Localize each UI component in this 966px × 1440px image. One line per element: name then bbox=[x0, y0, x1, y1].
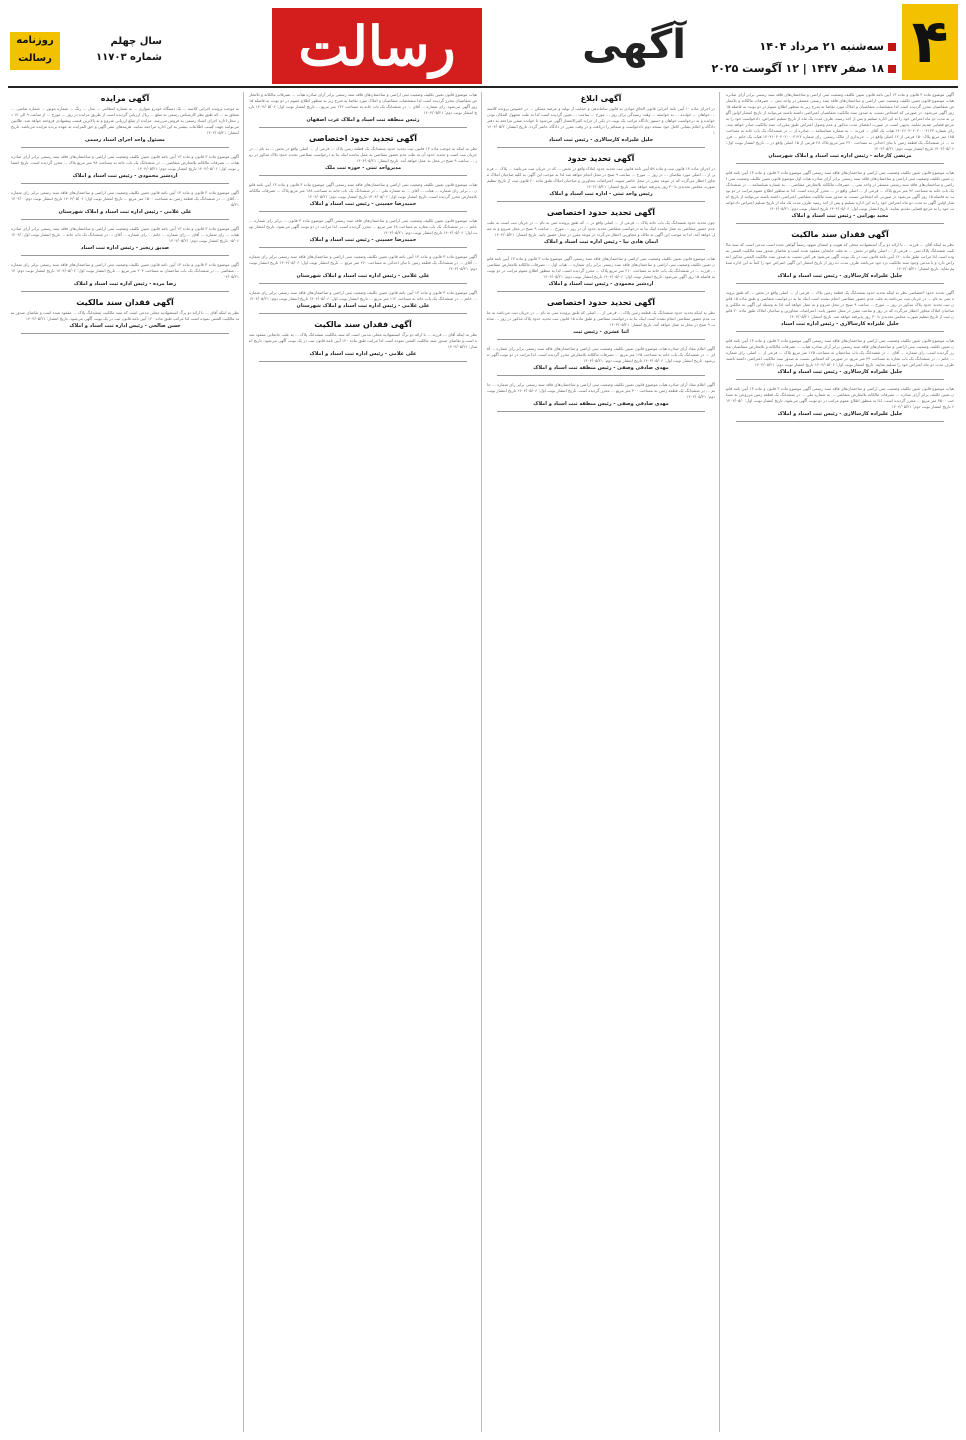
issue-info bbox=[10, 30, 260, 74]
ad-title: آگهی تحدید حدود اختصاصی bbox=[546, 298, 656, 307]
page-number: ۴ bbox=[902, 4, 958, 80]
ad-block bbox=[487, 298, 715, 340]
ad-body: هیات موضوع قانون تعیین تکلیف وضعیت ثبتی اراضی و ساختمان‌های فاقد سند رسمی آگهی موضوع ماده ۳ قانون ... برابر رای شماره ... خانم ... در ششدانگ یک باب مغازه به مساحت ۴۸ متر مربع ... محرز گردیده است. لذا مراتب در دو نوبت آگهی می‌شود. تاریخ انتشار نوبت اول: ۱۴۰۴/۰۵/۰۶ تاریخ انتشار نوبت دوم: ۱۴۰۴/۰۵/۲۱ bbox=[249, 218, 477, 235]
ad-block bbox=[487, 382, 715, 412]
ad-signature: مجید بهرامی - رئیس ثبت اسناد و املاک bbox=[791, 213, 889, 219]
ad-body: به موجب پرونده اجرایی کلاسه ... یک دستگاه خودرو سواری ... به شماره انتظامی ... مدل ... رنگ ... شماره موتور ... شماره شاسی ... متعلق به ... که طبق نظر کارشناس رسمی به مبلغ ... ریال ارزیابی گردیده است از طریق مزایده در روز ... مورخ ... از ساعت ۹ الی ۱۲ در محل اداره اجرای اسناد رسمی به فروش می‌رسد. مزایده از مبلغ ارزیابی شروع و به بالاترین قیمت پیشنهادی فروخته خواهد شد. طالبین می‌توانند جهت کسب اطلاعات بیشتر به این اداره مراجعه نمایند. هزینه‌های نشر آگهی و حق المزایده به عهده برنده مزایده می‌باشد. تاریخ انتشار: ۱۴۰۴/۰۵/۲۱ bbox=[11, 106, 239, 135]
ads-column-2 bbox=[483, 92, 720, 1432]
header-divider bbox=[8, 86, 958, 88]
ad-signature: حسن صالحی - رئیس اداره ثبت اسناد و املاک bbox=[69, 323, 181, 329]
ad-divider bbox=[21, 183, 229, 184]
ad-body: نظر به اینکه آقای ... فرزند ... با ارائه دو برگ استشهادیه محلی مدعی است که سند مالکیت ششدانگ پلاک ... به علت جابجایی مفقود شده است و تقاضای صدور سند مالکیت المثنی نموده است لذا مراتب طبق ماده ۱۲۰ آیین نامه قانون ثبت در یک نوبت آگهی می‌شود. تاریخ انتشار: ۱۴۰۴/۰۵/۲۱ bbox=[249, 332, 477, 349]
ad-signature: جلیل علیزاده کارسالاری - رئیس ثبت اسناد و املاک bbox=[777, 369, 903, 375]
ad-signature: مرتضی کارخانه - رئیس اداره ثبت اسناد و املاک شهرستان bbox=[768, 153, 912, 159]
ad-title: آگهی فقدان سند مالکیت bbox=[76, 298, 174, 307]
ad-block bbox=[249, 182, 477, 212]
ad-body: هیات موضوع قانون تعیین تکلیف وضعیت ثبتی اراضی و ساختمان‌های فاقد سند رسمی برابر آرای صادره هیات ... تصرفات مالکانه و بلامعارض متقاضیان محرز گردیده است لذا مشخصات متقاضیان و املاک مورد تقاضا به شرح زیر به منظور اطلاع عموم در دو نوبت به فاصله ۱۵ روز آگهی می‌شود. رای شماره ... آقای ... در ششدانگ یک باب خانه به مساحت ۱۴۲ متر مربع ... تاریخ انتشار نوبت اول: ۱۴۰۴/۰۵/۰۶ تاریخ انتشار نوبت دوم: ۱۴۰۴/۰۵/۲۱ bbox=[249, 92, 477, 115]
ad-title: آگهی تحدید حدود bbox=[567, 154, 635, 163]
bullet-square-icon bbox=[888, 43, 896, 51]
ad-divider bbox=[736, 223, 944, 224]
ads-column-4 bbox=[7, 92, 244, 1432]
ad-signature: صدیق زنجیر - رئیس اداره ثبت اسناد bbox=[80, 245, 170, 251]
ad-block bbox=[726, 170, 954, 224]
date-lunar-gregorian: ۱۸ صفر ۱۴۴۷ | ۱۲ آگوست ۲۰۲۵ bbox=[711, 62, 896, 76]
ad-divider bbox=[497, 291, 705, 292]
ad-body: آگهی موضوع ماده ۳ قانون و ماده ۱۳ آیین نامه قانون تعیین تکلیف وضعیت ثبتی اراضی و ساختمان‌های فاقد سند رسمی برابر رای شماره ... متقاضی ... در ششدانگ یک باب ساختمان به مساحت ۲۰۴ متر مربع ... تاریخ انتشار نوبت اول: ۱۴۰۴/۰۵/۰۶ تاریخ انتشار نوبت دوم: ۱۴۰۴/۰۵/۲۱ bbox=[11, 262, 239, 279]
ad-divider bbox=[259, 175, 467, 176]
ad-signature: ایمان هادی نیا - رئیس اداره ثبت اسناد و املاک bbox=[544, 239, 658, 245]
ad-block bbox=[11, 226, 239, 256]
ad-body: نظر به اینکه آقای ... با ارائه دو برگ استشهادیه محلی مدعی است که سند مالکیت ششدانگ پلاک ... مفقود شده است و تقاضای صدور سند مالکیت المثنی نموده است لذا مراتب طبق ماده ۱۲۰ آیین نامه قانون ثبت در یک نوبت آگهی می‌شود. تاریخ انتشار: ۱۴۰۴/۰۵/۲۱ bbox=[11, 310, 239, 321]
ad-divider bbox=[21, 147, 229, 148]
newspaper-logo: رسالت bbox=[272, 8, 482, 84]
ad-divider bbox=[497, 375, 705, 376]
ad-block bbox=[249, 290, 477, 314]
ad-body: هیات موضوع قانون تعیین تکلیف وضعیت ثبتی اراضی و ساختمان‌های فاقد سند رسمی آگهی موضوع ماده ۳ قانون و ماده ۱۳ آیین نامه قانون تعیین تکلیف وضعیت ثبتی اراضی و ساختمان‌های فاقد سند رسمی برابر رای شماره ... هیات اول ... تصرفات مالکانه بلامعارض متقاضی ... فرزند ... در ششدانگ یک باب خانه به مساحت ۲۱۰ متر مربع پلاک ... محرز گردیده است. لذا به منظور اطلاع عموم مراتب در دو نوبت به فاصله ۱۵ روز آگهی می‌شود. تاریخ انتشار نوبت اول: ۱۴۰۴/۰۵/۰۶ تاریخ انتشار نوبت دوم: ۱۴۰۴/۰۵/۲۱ bbox=[487, 256, 715, 279]
ad-signature: مهدی صادقی وصفی - رئیس منطقه ثبت اسناد و املاک bbox=[533, 401, 669, 407]
ad-title: آگهی فقدان سند مالکیت bbox=[314, 320, 412, 329]
newspaper-badge: روزنامه رسالت bbox=[10, 32, 60, 70]
ad-body: آگهی موضوع ماده ۳ قانون و ماده ۱۳ آیین نامه قانون تعیین تکلیف وضعیت ثبتی اراضی و ساختمان‌های فاقد سند رسمی برابر آرای صادره هیات موضوع قانون تعیین تکلیف وضعیت ثبتی اراضی و ساختمان‌های فاقد سند رسمی مستقر در واحد ثبتی ... تصرفات مالکانه و بلامعارض متقاضیان محرز گردیده است لذا مشخصات متقاضیان و املاک مورد تقاضا به شرح زیر به منظور اطلاع عموم در دو نوبت به فاصله ۱۵ روز آگهی می‌شود. در صورتی که اشخاص نسبت به صدور سند مالکیت متقاضیان اعتراضی داشته باشند می‌توانند از تاریخ انتشار اولین آگهی به مدت دو ماه اعتراض خود را به این اداره تسلیم و پس از اخذ رسید، ظرف مدت یک ماه از تاریخ تسلیم اعتراض، دادخواست خود را به مرجع قضایی تقدیم نمایند. بدیهی است در صورت انقضای مدت مذکور و عدم وصول اعتراض طبق مقررات سند مالکیت صادر خواهد شد. رای شماره ۱۴۰۴۶۰۳۰۲۰۲۰۰۰۴۱۲۳ هیات یک آقای ... فرزند ... به شماره شناسنامه ... صادره از ... در ششدانگ یک باب خانه به مساحت ۱۸۵ متر مربع پلاک ۱۵۰ فرعی از ۱۲ اصلی واقع در ... خریداری از مالک رسمی. رای شماره ۱۴۰۴۶۰۳۰۲۰۲۰۰۰۴۱۲۴ هیات یک خانم ... فرزند ... در ششدانگ یک قطعه زمین با بنای احداثی به مساحت ۲۲۰ متر مربع پلاک ۲۸ فرعی از ۱۵ اصلی واقع در ... تاریخ انتشار نوبت اول: ۱۴۰۴/۰۵/۰۶ تاریخ انتشار نوبت دوم: ۱۴۰۴/۰۵/۲۱ bbox=[726, 92, 954, 151]
ad-title: آگهی ابلاغ bbox=[580, 94, 622, 103]
ad-title: آگهی مزایده bbox=[100, 94, 150, 103]
ads-column-3 bbox=[245, 92, 482, 1432]
ad-signature: علی غلامی - رئیس اداره ثبت اسناد و املاک bbox=[309, 351, 417, 357]
ad-body: آگهی موضوع ماده ۳ قانون و ماده ۱۳ آیین نامه قانون تعیین تکلیف وضعیت ثبتی اراضی و ساختمان‌های فاقد سند رسمی برابر آرای صادره هیات ... تصرفات مالکانه بلامعارض متقاضی ... در ششدانگ یک باب خانه به مساحت ۹۸ متر مربع پلاک ... محرز گردیده است. تاریخ انتشار نوبت اول: ۱۴۰۴/۰۵/۰۶ تاریخ انتشار نوبت دوم: ۱۴۰۴/۰۵/۲۱ bbox=[11, 154, 239, 171]
ad-signature: رئیس واحد ثبتی - اداره ثبت اسناد و املاک bbox=[549, 191, 653, 197]
bullet-square-icon bbox=[888, 65, 896, 73]
ad-signature: حمیدرضا حسینی - رئیس ثبت اسناد و املاک bbox=[309, 237, 417, 243]
ad-signature: جلیل علیزاده کارسالاری - رئیس اداره ثبت اسناد bbox=[781, 321, 899, 327]
ad-divider bbox=[736, 331, 944, 332]
ad-signature: علی غلامی - رئیس اداره ثبت اسناد و املاک شهرستان bbox=[296, 273, 430, 279]
ad-body: نظر به اینکه تحدید حدود ششدانگ یک قطعه زمین پلاک ... فرعی از ... اصلی که طبق پرونده ثبتی به نام ... در جریان ثبت می‌باشد به علت عدم حضور متقاضی انجام نشده است اینک بنا به درخواست متقاضی و طبق ماده ۱۵ قانون ثبت تحدید حدود پلاک مذکور در روز ... ساعت ۹ صبح در محل به عمل خواهد آمد. تاریخ انتشار: ۱۴۰۴/۰۵/۲۱ bbox=[487, 310, 715, 327]
ad-divider bbox=[21, 333, 229, 334]
ad-divider bbox=[497, 411, 705, 412]
ad-divider bbox=[736, 163, 944, 164]
ad-block bbox=[249, 218, 477, 248]
ad-block bbox=[487, 256, 715, 292]
ad-block bbox=[11, 298, 239, 334]
ad-body: آگهی موضوع ماده ۳ قانون و ماده ۱۳ آیین نامه قانون تعیین تکلیف وضعیت ثبتی اراضی و ساختمان‌های فاقد سند رسمی برابر رای شماره ... آقای ... در ششدانگ یک قطعه زمین به مساحت ۱۵۰۰ متر مربع ... تاریخ انتشار نوبت اول: ۱۴۰۴/۰۵/۰۶ تاریخ انتشار نوبت دوم: ۱۴۰۴/۰۵/۲۱ bbox=[11, 190, 239, 207]
ad-body: آگهی موضوع ماده ۳ قانون و ماده ۱۳ آیین نامه قانون تعیین تکلیف وضعیت ثبتی اراضی و ساختمان‌های فاقد سند رسمی برابر رای شماره ... آقای ... در ششدانگ یک قطعه زمین با بنای احداثی به مساحت ۲۶۰ متر مربع ... تاریخ انتشار نوبت اول: ۱۴۰۴/۰۵/۰۶ تاریخ انتشار نوبت دوم: ۱۴۰۴/۰۵/۲۱ bbox=[249, 254, 477, 271]
ad-divider bbox=[497, 339, 705, 340]
ad-body: هیات موضوع قانون تعیین تکلیف وضعیت ثبتی اراضی و ساختمان‌های فاقد سند رسمی آگهی موضوع ماده ۳ قانون و ماده ۱۳ آیین نامه قانون تعیین تکلیف برابر آرای صادره ... تصرفات مالکانه بلامعارض متقاضی ... به شماره ملی ... در ششدانگ یک قطعه زمین مزروعی به مساحت ۴۵۰۰ متر مربع ... محرز گردیده است. لذا به منظور اطلاع عموم مراتب در دو نوبت آگهی می‌شود. تاریخ انتشار نوبت اول: ۱۴۰۴/۰۵/۰۶ تاریخ انتشار نوبت دوم: ۱۴۰۴/۰۵/۲۱ bbox=[726, 386, 954, 409]
ad-signature: جلیل علیزاده کارسالاری - رئیس ثبت اسناد و املاک bbox=[777, 273, 903, 279]
ad-signature: علی غلامی - رئیس اداره ثبت اسناد و املاک شهرستان bbox=[296, 303, 430, 309]
ad-body: نظر به اینکه به موجب ماده ۱۳ قانون ثبت تحدید حدود ششدانگ یک قطعه زمین پلاک ... فرعی از ... اصلی واقع در بخش ... به نام ... در جریان ثبت است و تحدید حدود آن به علت عدم حضور متقاضی به عمل نیامده اینک بنا به درخواست متقاضی تحدید حدود پلاک مذکور در روز ... ساعت ۹ صبح در محل به عمل خواهد آمد. تاریخ انتشار: ۱۴۰۴/۰۵/۲۱ bbox=[249, 146, 477, 163]
ad-divider bbox=[736, 421, 944, 422]
ad-signature: جلیل علیزاده کارسالاری - رئیس ثبت اسناد bbox=[548, 137, 654, 143]
ad-signature: مهدی صادقی وصفی - رئیس منطقه ثبت اسناد و املاک bbox=[533, 365, 669, 371]
section-title: آگهی bbox=[582, 22, 686, 68]
ad-block bbox=[11, 262, 239, 292]
ad-block bbox=[726, 386, 954, 422]
ad-block bbox=[726, 92, 954, 164]
ad-divider bbox=[497, 249, 705, 250]
masthead bbox=[0, 0, 966, 86]
ad-body: در اجرای ماده ۱۴ قانون ثبت و ماده ۵۹ آیین نامه قانون ثبت تحدید حدود املاک واقع در بخش ... که در جریان ثبت می‌باشد ... پلاک ... فرعی از ... اصلی مورد تقاضای ... در روز ... مورخ ... ساعت ۹ صبح در محل انجام خواهد شد لذا به موجب این آگهی به کلیه صاحبان املاک مجاور اخطار می‌گردد که در موعد مقرر در محل حاضر شوند. اعتراضات مجاورین و صاحبان املاک طبق ماده ۲۰ قانون ثبت از تاریخ تنظیم صورت مجلس تحدیدی تا ۳۰ روز پذیرفته خواهد شد. تاریخ انتشار: ۱۴۰۴/۰۵/۲۱ bbox=[487, 166, 716, 189]
ad-block bbox=[249, 134, 477, 176]
ad-body: در اجرای ماده ۱۰ آیین نامه اجرایی قانون الحاق موادی به قانون ساماندهی و حمایت از تولید و عرضه مسکن ... در خصوص پرونده کلاسه ... خواهان ... خوانده ... به خواسته ... وقت رسیدگی برای روز ... مورخ ... ساعت ... تعیین گردیده است لذا به علت مجهول المکان بودن خوانده و به درخواست خواهان و دستور دادگاه مراتب یک نوبت در یکی از جراید کثیرالانتشار آگهی می‌شود تا خوانده ضمن مراجعه به دفتر دادگاه و اعلام نشانی کامل خود نسخه دوم دادخواست و ضمائم را دریافت و در وقت مقرر در دادگاه حاضر گردد. تاریخ انتشار: ۱۴۰۴/۰۵/۲۱ bbox=[487, 106, 715, 135]
ad-divider bbox=[21, 291, 229, 292]
ad-block bbox=[11, 190, 239, 220]
ad-block bbox=[726, 290, 954, 332]
ads-columns bbox=[8, 92, 958, 1432]
ad-block bbox=[249, 92, 477, 128]
ad-signature: مدیرواحد ثبتی - حوزه ثبت ملک bbox=[324, 165, 402, 171]
ad-block bbox=[11, 154, 239, 184]
ad-block bbox=[726, 338, 954, 380]
ads-column-1 bbox=[722, 92, 958, 1432]
ad-body: چون تحدید حدود ششدانگ یک باب خانه پلاک ... فرعی از ... اصلی واقع در ... که طبق پرونده ثبتی به نام ... در جریان ثبت است به علت عدم حضور متقاضی به عمل نیامده اینک بنا به درخواست متقاضی تحدید حدود آن در روز ... مورخ ... ساعت ۹ صبح در محل شروع و به عمل خواهد آمد. لذا به موجب این آگهی به مالک و مجاورین اخطار می‌گردد در موعد مقرر در محل حضور یابند. تاریخ انتشار: ۱۴۰۴/۰۵/۲۱ bbox=[487, 220, 715, 237]
ad-divider bbox=[736, 379, 944, 380]
ad-title: آگهی فقدان سند مالکیت bbox=[791, 230, 889, 239]
ad-divider bbox=[736, 283, 944, 284]
ad-body: آگهی موضوع ماده ۳ قانون و ماده ۱۳ آیین نامه قانون تعیین تکلیف وضعیت ثبتی اراضی و ساختمان‌های فاقد سند رسمی برابر آرای صادره هیات ... رای شماره ... آقای ... رای شماره ... خانم ... رای شماره ... آقای ... در ششدانگ یک باب خانه ... تاریخ انتشار نوبت اول: ۱۴۰۴/۰۵/۰۶ تاریخ انتشار نوبت دوم: ۱۴۰۴/۰۵/۲۱ bbox=[11, 226, 239, 243]
ad-title: آگهی تحدید حدود اختصاصی bbox=[546, 208, 656, 217]
ad-block bbox=[487, 94, 715, 148]
ad-divider bbox=[21, 255, 229, 256]
ad-signature: رضا مرده - رئیس اداره ثبت اسناد و املاک bbox=[73, 281, 177, 287]
ad-signature: جلیل علیزاده کارسالاری - رئیس ثبت اسناد و املاک bbox=[777, 411, 903, 417]
ad-block bbox=[11, 94, 239, 148]
ad-body: آگهی اعلام مفاد آرای صادره هیات موضوع قانون تعیین تکلیف وضعیت ثبتی اراضی و ساختمان‌های فاقد سند رسمی برابر رای شماره ... آقای ... در ششدانگ یک باب خانه به مساحت ۱۶۵ متر مربع ... تصرفات مالکانه بلامعارض محرز گردیده است. لذا مراتب در دو نوبت آگهی می‌شود. تاریخ انتشار نوبت اول: ۱۴۰۴/۰۵/۰۶ تاریخ انتشار نوبت دوم: ۱۴۰۴/۰۵/۲۱ bbox=[487, 346, 715, 363]
ad-signature: مسئول واحد اجرای اسناد رسمی bbox=[84, 137, 166, 143]
ad-body: هیات موضوع قانون تعیین تکلیف وضعیت ثبتی اراضی و ساختمان‌های فاقد سند رسمی آگهی موضوع ماده ۳ قانون و ماده ۱۳ آیین نامه قانون ... برابر رای شماره ... هیات ... آقای ... به شماره ملی ... در ششدانگ یک باب خانه به مساحت ۱۸۸ متر مربع پلاک ... تصرفات مالکانه بلامعارض محرز گردیده است. تاریخ انتشار نوبت اول: ۱۴۰۴/۰۵/۰۶ تاریخ انتشار نوبت دوم: ۱۴۰۴/۰۵/۲۱ bbox=[249, 182, 478, 199]
ad-signature: اردشیر محمودی - رئیس ثبت اسناد و املاک bbox=[72, 173, 178, 179]
ad-title: آگهی تجدید حدود اختصاصی bbox=[308, 134, 418, 143]
ad-body: نظر به اینکه آقای ... فرزند ... با ارائه دو برگ استشهادیه محلی که هویت و امضای شهود رسماً گواهی شده است مدعی است که سند مالکیت ششدانگ پلاک ثبتی ... فرعی از ... اصلی واقع در بخش ... به علت جابجایی مفقود شده است و تقاضای صدور سند مالکیت المثنی نموده است لذا مراتب طبق ماده ۱۲۰ آیین نامه قانون ثبت در یک نوبت آگهی می‌شود هر کس نسبت به صدور سند مالکیت المثنی مذکور اعتراض دارد و یا مدعی وجود سند مالکیت نزد خود می‌باشد ظرف مدت ده روز از تاریخ انتشار این آگهی اعتراض خود را کتباً به این اداره تسلیم نماید. تاریخ انتشار: ۱۴۰۴/۰۵/۲۱ bbox=[726, 242, 955, 271]
ad-block bbox=[249, 320, 477, 362]
ad-signature: اثنا عشری - رئیس ثبت bbox=[573, 329, 629, 335]
ad-divider bbox=[259, 127, 467, 128]
ad-block bbox=[487, 346, 715, 376]
ad-block bbox=[726, 230, 954, 284]
ad-body: آگهی تحدید حدود اختصاصی نظر به اینکه تحدید حدود ششدانگ یک قطعه زمین پلاک ... فرعی از ... اصلی واقع در بخش ... که طبق پرونده ثبتی به نام ... در جریان ثبت می‌باشد به علت عدم حضور متقاضی انجام نشده است اینک بنا به درخواست متقاضی و طبق ماده ۱۵ قانون ثبت تحدید حدود پلاک مذکور در روز ... مورخ ... ساعت ۹ صبح در محل شروع و به عمل خواهد آمد لذا به وسیله این آگهی به مالکین و صاحبان املاک مجاور اخطار می‌گردد که در روز و ساعت مقرر در محل حضور یابند. اعتراضات مجاورین و صاحبان املاک طبق ماده ۲۰ قانون ثبت از تاریخ تنظیم صورت مجلس تحدیدی تا ۳۰ روز پذیرفته خواهد شد. تاریخ انتشار: ۱۴۰۴/۰۵/۲۱ bbox=[726, 290, 954, 319]
ad-signature: اردشیر محمودی - رئیس ثبت اسناد و املاک bbox=[548, 281, 654, 287]
issue-label: سال چهلم شماره ۱۱۷۰۳ bbox=[96, 36, 162, 63]
ad-divider bbox=[259, 283, 467, 284]
ad-body: هیات موضوع قانون تعیین تکلیف وضعیت ثبتی اراضی و ساختمان‌های فاقد سند رسمی آگهی موضوع ماده ۳ قانون و ماده ۱۳ آیین نامه قانون تعیین تکلیف وضعیت ثبتی اراضی و ساختمان‌های فاقد سند رسمی برابر آرای صادره هیات اول موضوع قانون تعیین تکلیف وضعیت ثبتی اراضی و ساختمان‌های فاقد سند رسمی مستقر در واحد ثبتی ... تصرفات مالکانه بلامعارض متقاضی ... به شماره شناسنامه ... در ششدانگ یک باب خانه به مساحت ۹۶ متر مربع پلاک ... فرعی از ... اصلی واقع در ... محرز گردیده است. لذا به منظور اطلاع عموم مراتب در دو نوبت به فاصله ۱۵ روز آگهی می‌شود در صورتی که اشخاص نسبت به صدور سند مالکیت متقاضی اعتراضی داشته باشند می‌توانند از تاریخ انتشار اولین آگهی به مدت دو ماه اعتراض خود را به این اداره تسلیم و پس از اخذ رسید ظرف مدت یک ماه از تاریخ تسلیم اعتراض دادخواست خود را به مرجع قضایی تقدیم نمایند. تاریخ انتشار نوبت اول: ۱۴۰۴/۰۵/۰۶ تاریخ انتشار نوبت دوم: ۱۴۰۴/۰۵/۲۱ bbox=[726, 170, 954, 211]
ad-divider bbox=[497, 201, 705, 202]
ad-divider bbox=[259, 211, 467, 212]
ad-signature: رئیس منطقه ثبت اسناد و املاک غرب اصفهان bbox=[306, 117, 420, 123]
ad-block bbox=[249, 254, 477, 284]
ad-divider bbox=[497, 147, 705, 148]
ad-signature: علی غلامی - رئیس اداره ثبت اسناد و املاک شهرستان bbox=[58, 209, 192, 215]
ad-divider bbox=[259, 313, 467, 314]
ad-divider bbox=[259, 361, 467, 362]
ad-body: هیات موضوع قانون تعیین تکلیف وضعیت ثبتی اراضی و ساختمان‌های فاقد سند رسمی آگهی موضوع ماده ۳ قانون و ماده ۱۳ آیین نامه قانون تعیین تکلیف وضعیت ثبتی اراضی و ساختمان‌های فاقد سند رسمی برابر آرای صادره هیات ... تصرفات مالکانه و بلامعارض متقاضیان محرز گردیده است. رای شماره ... آقای ... در ششدانگ یک باب ساختمان به مساحت ۱۲۵ متر مربع پلاک ... فرعی از ... اصلی. رای شماره ... خانم ... در ششدانگ یک باب مغازه به مساحت ۳۴ متر مربع. در صورتی که اشخاص نسبت به صدور سند مالکیت اعتراضی داشته باشند ظرف مدت دو ماه اعتراض خود را تسلیم نمایند. تاریخ انتشار نوبت اول: ۱۴۰۴/۰۵/۰۶ تاریخ انتشار نوبت دوم: ۱۴۰۴/۰۵/۲۱ bbox=[726, 338, 955, 367]
ad-signature: حمیدرضا حسینی - رئیس ثبت اسناد و املاک bbox=[309, 201, 417, 207]
ad-body: آگهی موضوع ماده ۳ قانون و ماده ۱۳ آیین نامه قانون تعیین تکلیف وضعیت ثبتی اراضی و ساختمان‌های فاقد سند رسمی برابر رای شماره ... خانم ... در ششدانگ یک باب خانه به مساحت ۱۱۲ متر مربع ... تاریخ انتشار نوبت اول: ۱۴۰۴/۰۵/۰۶ تاریخ انتشار نوبت دوم: ۱۴۰۴/۰۵/۲۱ bbox=[249, 290, 477, 301]
ad-block bbox=[487, 208, 715, 250]
ad-block bbox=[487, 154, 715, 202]
ad-divider bbox=[21, 219, 229, 220]
date-solar: سه‌شنبه ۲۱ مرداد ۱۴۰۴ bbox=[760, 40, 896, 54]
ad-body: آگهی اعلام مفاد آرای صادره هیات موضوع قانون تعیین تکلیف وضعیت ثبتی اراضی و ساختمان‌های فاقد سند رسمی برابر رای شماره ... خانم ... در ششدانگ یک قطعه زمین به مساحت ۳۰۰ متر مربع ... محرز گردیده است. تاریخ انتشار نوبت اول: ۱۴۰۴/۰۵/۰۶ تاریخ انتشار نوبت دوم: ۱۴۰۴/۰۵/۲۱ bbox=[487, 382, 715, 399]
ad-divider bbox=[259, 247, 467, 248]
